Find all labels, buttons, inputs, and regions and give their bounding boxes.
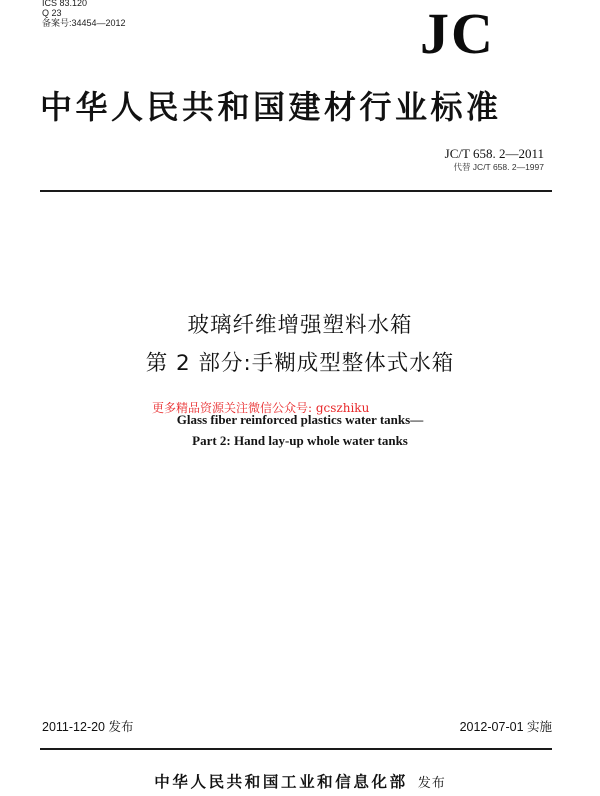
jc-logo: JC — [420, 1, 495, 66]
ccs-code: Q 23 — [42, 8, 62, 18]
issuer-suffix: 发布 — [417, 776, 446, 791]
issuer-line — [0, 770, 600, 792]
watermark-text: 更多精品资源关注微信公众号: gcszhiku — [152, 401, 370, 415]
chinese-title-line-2: 第 2 部分:手糊成型整体式水箱 — [145, 351, 455, 376]
standard-number: JC/T 658. 2—2011 — [444, 146, 544, 161]
top-divider — [40, 190, 552, 192]
english-title-line-2: Part 2: Hand lay-up whole water tanks — [192, 433, 408, 448]
replaces-standard: 代替 JC/T 658. 2—1997 — [453, 162, 544, 172]
ics-code: ICS 83.120 — [42, 0, 88, 8]
issue-date: 2011-12-20 发布 — [42, 720, 134, 734]
standard-category-title: 中华人民共和国建材行业标准 — [40, 88, 502, 126]
implementation-date: 2012-07-01 实施 — [459, 720, 552, 734]
bottom-divider — [40, 748, 552, 750]
english-title-line-1: Glass fiber reinforced plastics water tanks— — [176, 412, 424, 427]
chinese-title-line-1: 玻璃纤维增强塑料水箱 — [187, 313, 413, 338]
record-number: 备案号:34454—2012 — [42, 18, 126, 28]
issuer-organization: 中华人民共和国工业和信息化部 — [154, 773, 408, 791]
